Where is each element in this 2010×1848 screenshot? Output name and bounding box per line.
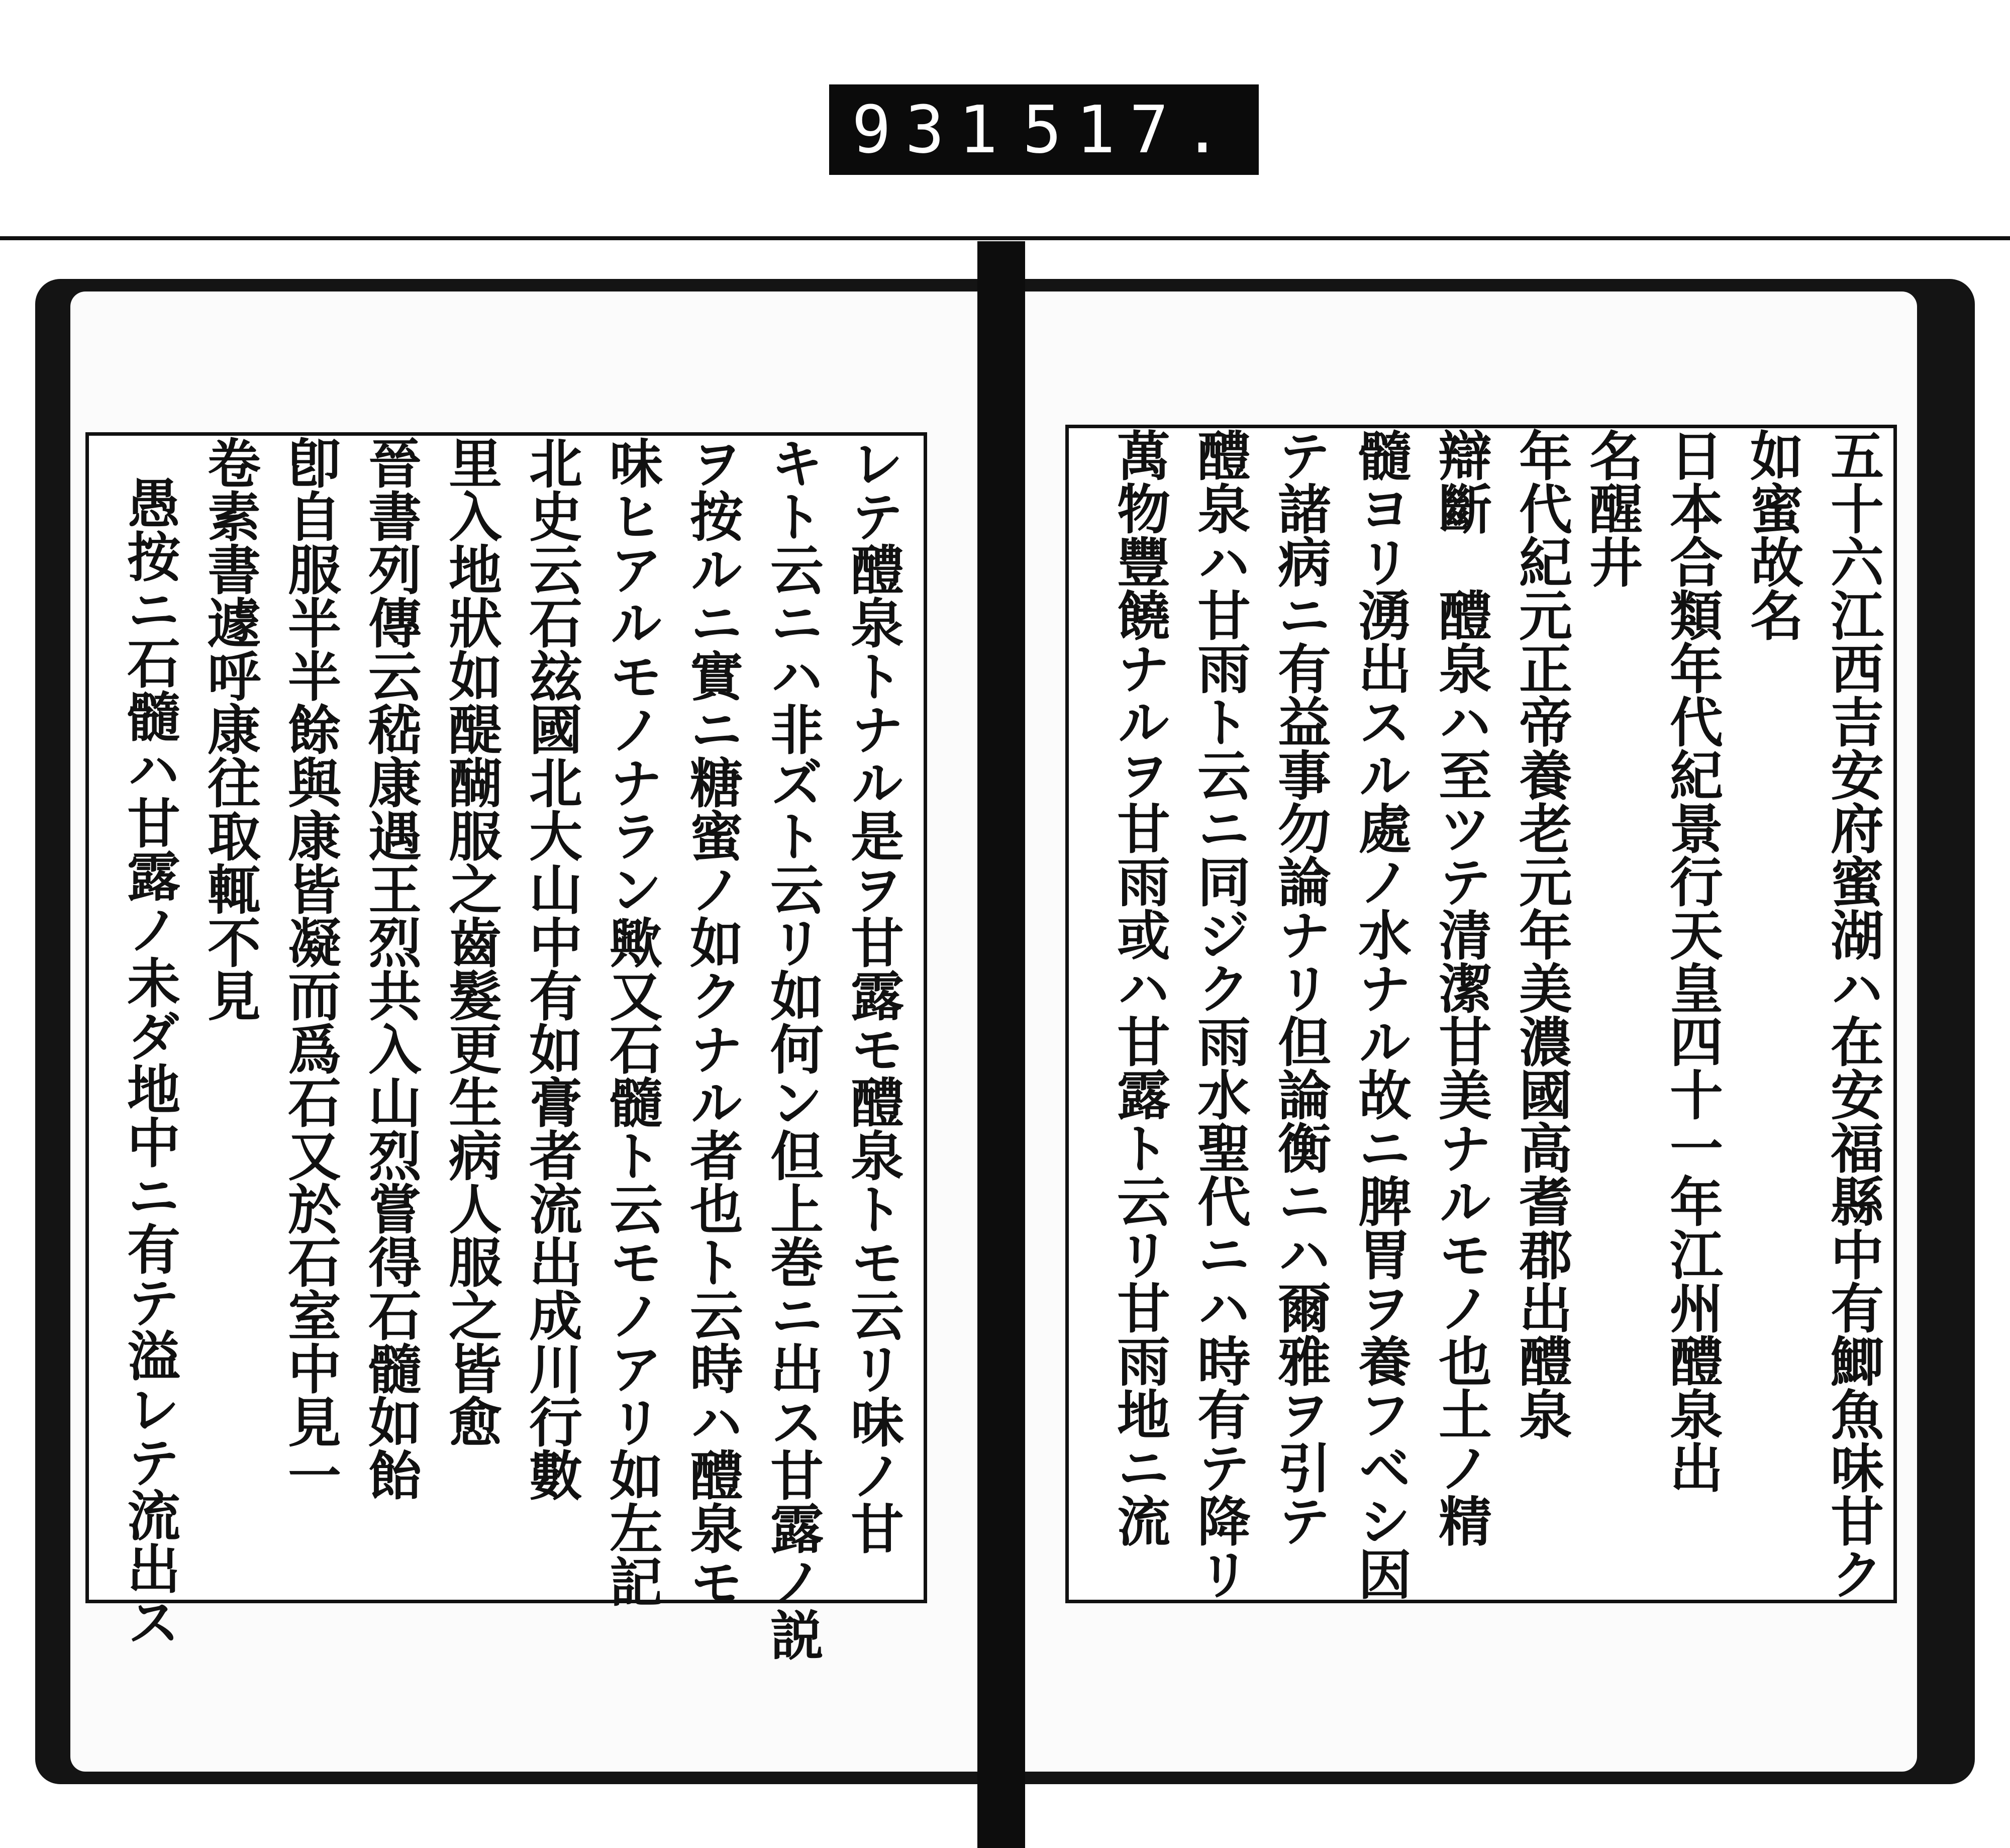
text-column: 五十六江西吉安府蜜湖ハ在安福縣中有鯽魚味甘ク [1822,428,1885,1600]
text-column: 愚按ニ石髓ハ甘露ノ未ダ地中ニ有テ溢レテ流出ス [119,476,181,1648]
text-column: 日本合類年代紀景行天皇四十一年江州醴泉出 [1661,428,1724,1494]
text-column: 年代紀元正帝養老元年美濃國高耆郡出醴泉 [1511,428,1573,1440]
text-column: 北史云石玆國北大山中有如膏者流出成川行數 [521,436,583,1501]
text-column: 醴泉ハ甘雨ト云ニ同ジク雨水聖代ニハ時有テ降リ [1189,428,1252,1600]
text-column: 味ヒアルモノナラン歟又石髓ト云モノアリ如左記 [601,436,664,1608]
text-column: レテ醴泉トナル是ヲ甘露モ醴泉トモ云リ味ノ甘 [842,436,905,1554]
text-column: 髓ヨリ湧出スル處ノ水ナル故ニ脾胃ヲ養フベシ因 [1350,428,1413,1600]
text-column: 卽自服半半餘與康皆凝而爲石又於石室中見一 [279,436,342,1501]
top-rule [0,236,2010,240]
text-column: 里入地狀如醍醐服之齒髮更生病人服之皆愈 [440,436,503,1448]
text-column: キト云ニハ非ズト云リ如何ン但上巻ニ出ス甘露ノ説 [762,436,825,1661]
text-column: テ諸病ニ有益事勿論ナリ但論衡ニハ爾雅ヲ引テ [1269,428,1332,1547]
text-column: ヲ按ルニ實ニ糖蜜ノ如クナル者也ト云時ハ醴泉モ [681,436,744,1608]
catalog-label [829,84,1259,175]
text-column: 名醒井 [1581,428,1644,588]
catalog-number-left: 931 [852,91,1012,168]
book-gutter [977,241,1025,1848]
right-text-frame [1065,425,1897,1603]
text-column: 卷素書遽呼康往取輒不見 [199,436,262,1022]
text-column: 辯斷 醴泉ハ至ツテ清潔甘美ナルモノ也土ノ精 [1430,428,1493,1547]
left-text-frame [85,432,927,1661]
text-column: 萬物豐饒ナルヲ甘雨或ハ甘露ト云リ甘雨地ニ流 [1109,428,1171,1547]
text-column: 晉書列傳云嵇康遇王烈共入山烈嘗得石髓如飴 [360,436,423,1501]
catalog-number-right: 517. [1022,91,1236,168]
text-column: 如蜜故名 [1742,428,1804,641]
